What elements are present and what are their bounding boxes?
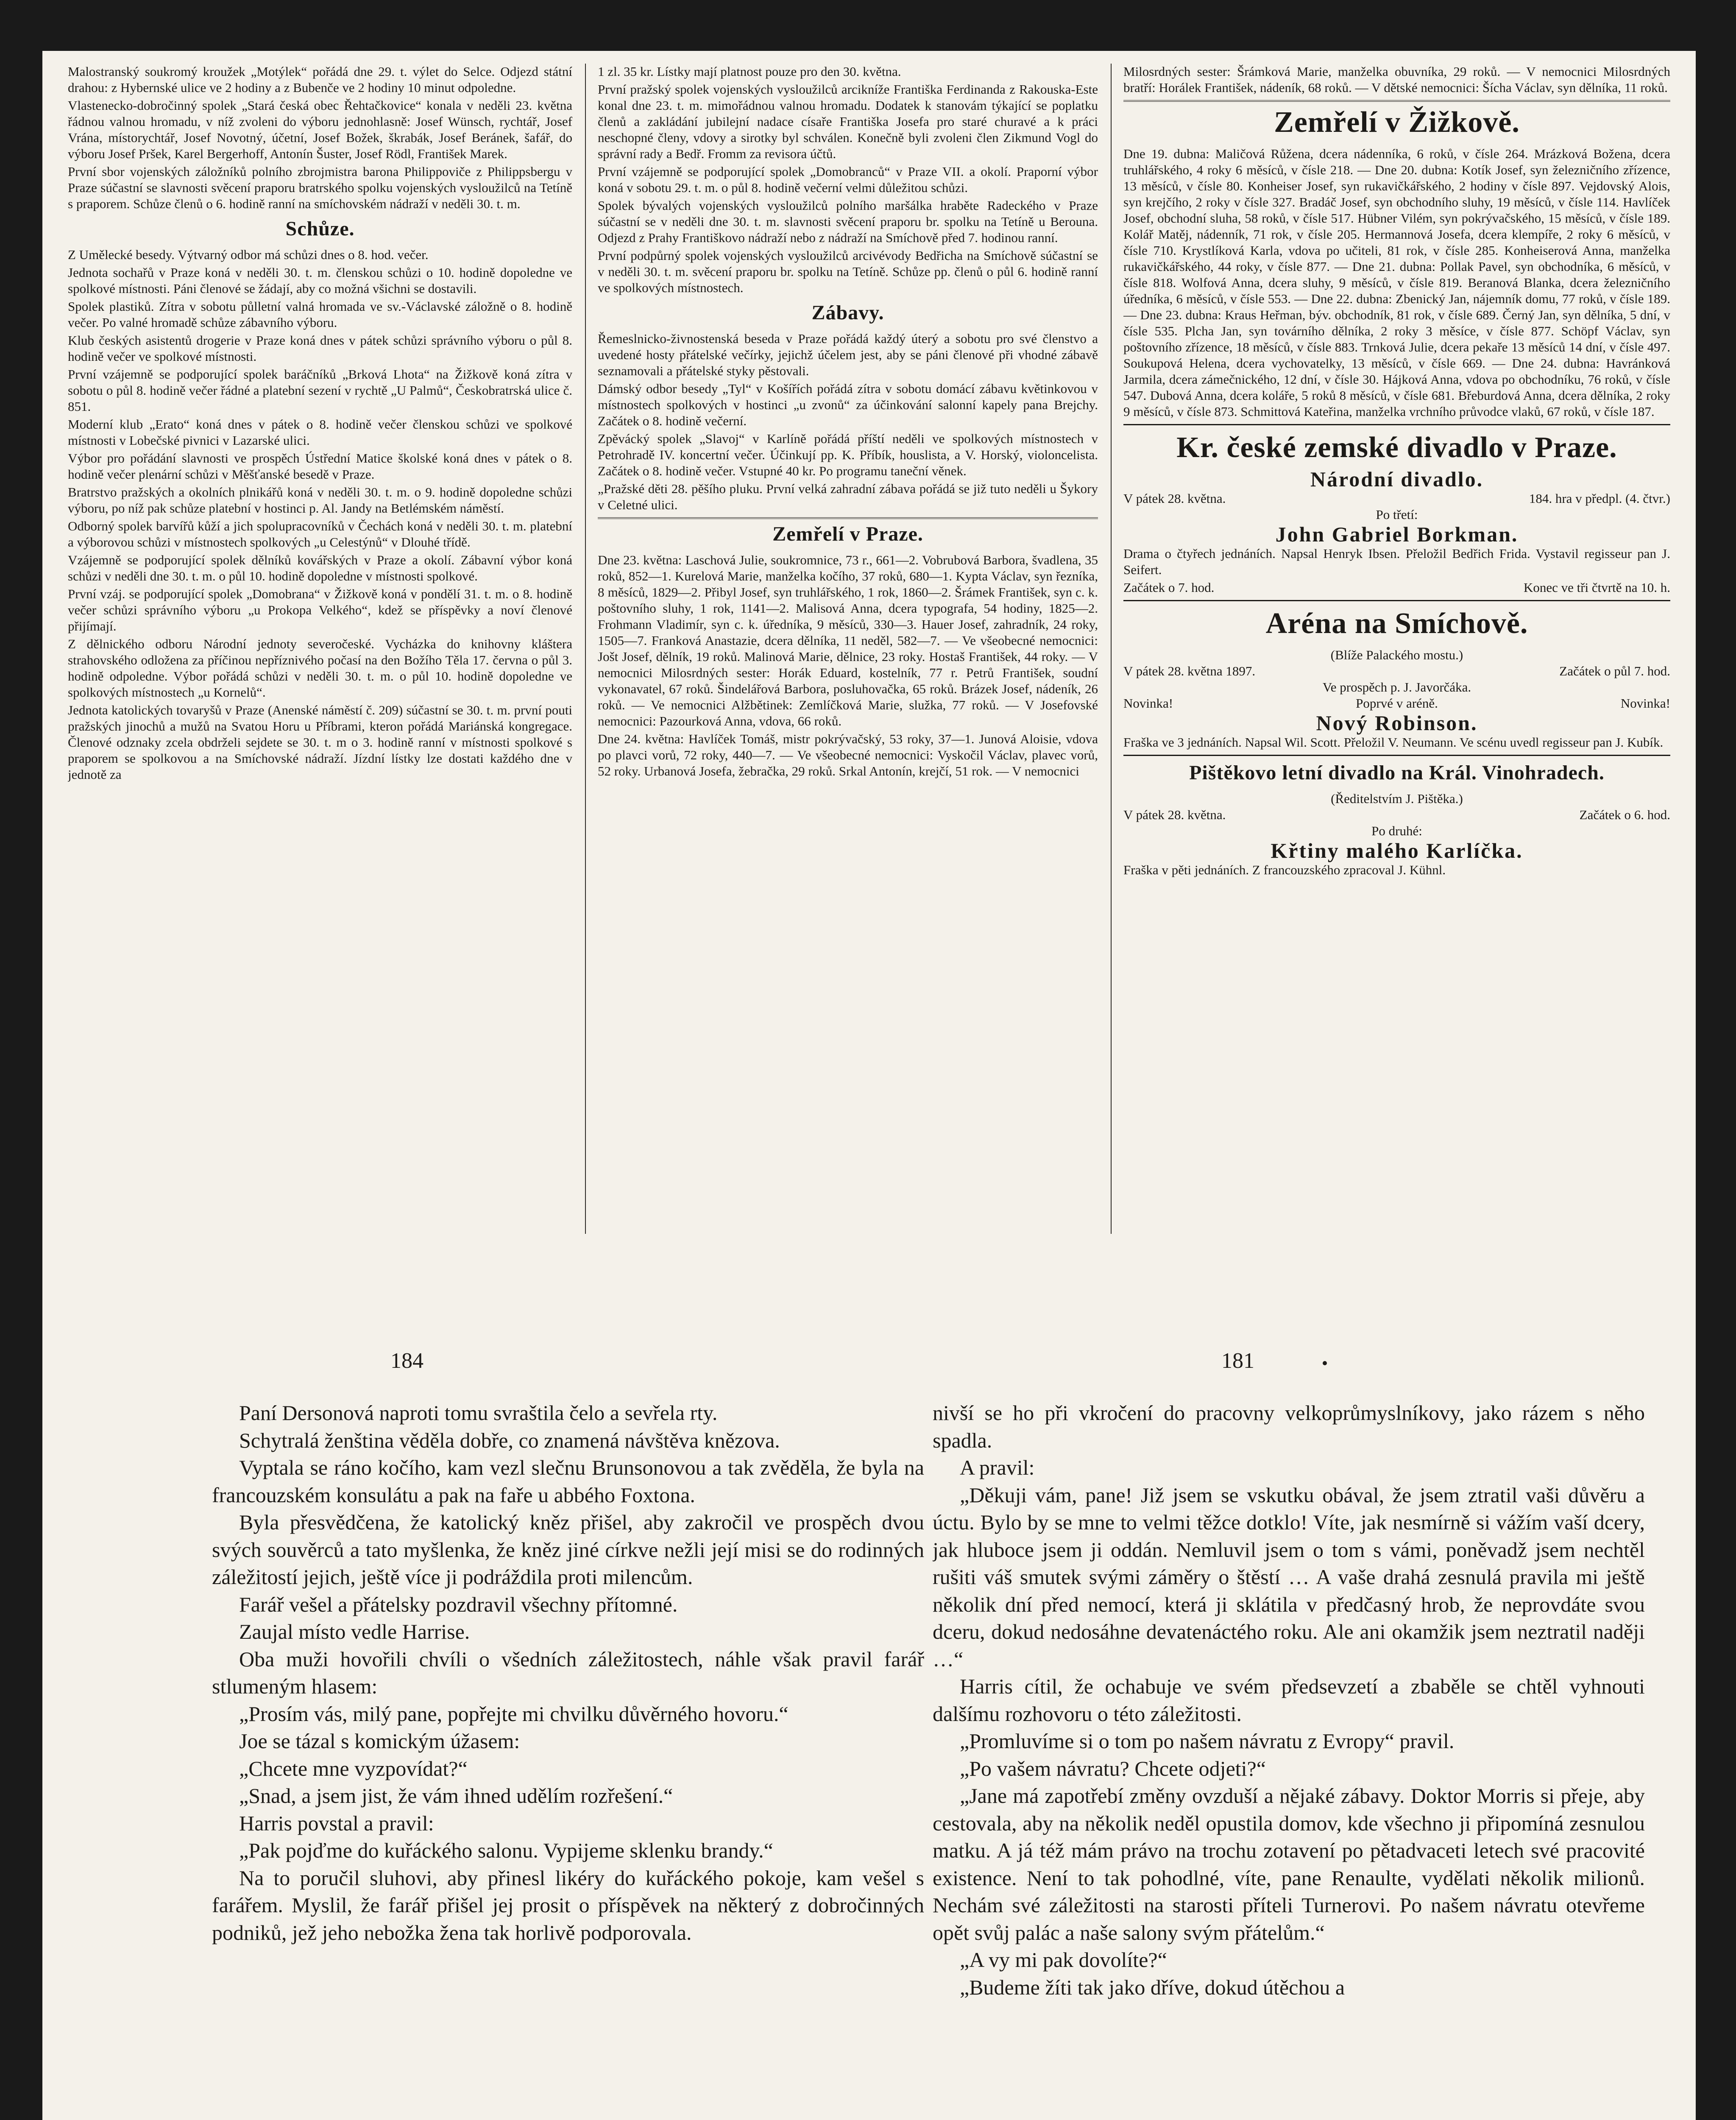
notice-erato: Moderní klub „Erato“ koná dnes v pátek o 8. hodině večer členskou schůzi ve spolkové místnosti v Lobečské pivnici v Lazarské ulici. xyxy=(68,417,572,448)
paragraph: Harris povstal a pravil: xyxy=(239,1811,434,1835)
pistek-heading: Pištěkovo letní divadlo na Král. Vinohradech. xyxy=(1189,762,1605,784)
pistek-date-row xyxy=(1123,807,1670,823)
paragraph: „Snad, a jsem jist, že vám ihned udělím rozřešení.“ xyxy=(239,1784,673,1808)
theatre-date: V pátek 28. května. xyxy=(1123,491,1226,506)
paragraph: Byla přesvědčena, že katolický kněz přišel, aby zakročil ve prospěch dvou svých souvěrců a tato myšlenka, že kněz jiné církve nežli její misi se do rodinných záležitostí jejich, ještě více ji podráždila proti milencům. xyxy=(212,1510,924,1589)
paragraph: „Děkuji vám, pane! Již jsem se vskutku obával, že jsem ztratil vaši důvěru a úctu. Bylo by se mne to velmi těžce dotklo! Víte, jak nesmírně si vážím vaší dcery, jak hluboce jsem ji oddán. Nemluvil jsem o tom s vámi, poněvadž jsem nechtěl rušiti váš smutek svými záměry o štěstí … A vaše drahá zesnulá pravila mi ještě několik dní před nemocí, která ji sklátila v předčasný hrob, že neprovdáte svou dceru, dokud nedosáhne devatenáctého roku. Ale ani okamžik jsem neztratil naději …“ xyxy=(933,1483,1645,1671)
paragraph: Joe se tázal s komickým úžasem: xyxy=(239,1729,520,1753)
newspaper-clipping xyxy=(68,64,1670,1234)
scanned-page xyxy=(42,51,1696,2120)
theatre-play-title: John Gabriel Borkman. xyxy=(1275,522,1519,546)
notice-listky: 1 zl. 35 kr. Lístky mají platnost pouze pro den 30. května. xyxy=(598,64,901,79)
section-heading-zabavy: Zábavy. xyxy=(811,301,884,324)
theatre-description: Drama o čtyřech jednáních. Napsal Henryk Ibsen. Přeložil Bedřich Frida. Vystavil regisseur pan J. Seifert. xyxy=(1123,546,1670,577)
page-number-left: 184 xyxy=(390,1349,424,1373)
theatre-heading: Kr. české zemské divadlo v Praze. xyxy=(1176,431,1617,464)
notice-bratrstvo: Bratrstvo pražských a okolních plnikářů koná v neděli 30. t. m. o 9. hodině dopoledne schůzi výboru, po níž pak schůze platební v hostinci p. Al. Jandy na Betlémském náměstí. xyxy=(68,485,572,516)
notice-tovarysu: Jednota katolických tovaryšů v Praze (Anenské náměstí č. 209) súčastní se 30. t. m. první pouti pražských jinochů a mužů na Svatou Horu u Příbrami, kteron pořádá Mariánská kongregace. Členové odznaky zcela obdrželi sejdete se 30. t. m o 3. hodině ranní v místnosti spolkové s praporem se spolkovou a na Smíchovské nádraží. Jízdní lístky lze dostati každého dne v jednotě za xyxy=(68,703,572,782)
notice-domobrancu: První vzájemně se podporující spolek „Domobranců“ v Praze VII. a okolí. Praporní výbor koná v sobotu 29. t. m. o půl 8. hodině večerní velmi důležitou schůzi. xyxy=(598,164,1098,195)
arena-description: Fraška ve 3 jednáních. Napsal Wil. Scott. Přeložil V. Neumann. Ve scénu uvedl regisseur pan J. Kubík. xyxy=(1123,735,1664,750)
notice-kovarskych: Vzájemně se podporující spolek dělníků kovářských v Praze a okolí. Zábavní výbor koná schůzi v neděli dne 30. t. m. o půl 10. hodině dopoledne v místnosti spolkové. xyxy=(68,552,572,583)
notice-motylek: Malostranský soukromý kroužek „Motýlek“ pořádá dne 29. t. výlet do Selce. Odjezd státní drahou: z Hybernské ulice ve 2 hodiny a z Bubenče ve 2 hodiny 10 minut odpoledne. xyxy=(68,64,572,95)
paragraph: nivší se ho při vkročení do pracovny velkoprůmyslníkovy, jako rázem s něho spadla. xyxy=(933,1401,1645,1452)
pistek-play-title: Křtiny malého Karlíčka. xyxy=(1271,839,1523,862)
notice-tyl: Dámský odbor besedy „Tyl“ v Košířích pořádá zítra v sobotu domácí zábavu květinkovou v místnostech spolkových v hostinci „u zvonů“ za účinkování salonní kapely pana Brejchy. Začátek o 8. hodině večerní. xyxy=(598,381,1098,428)
notice-zalozniku: První sbor vojenských záložníků polního zbrojmistra barona Philippoviče z Philippsbergu v Praze súčastní se slavnosti svěcení praporu bratrského spolku vojenských vysloužilců na Tetíně s praporem. Schůze členů o 6. hodině ranní na smíchovském nádraží v neděli 30. t. m. xyxy=(68,164,572,211)
notice-ferdinand: První pražský spolek vojenských vysloužilců arcikníže Františka Ferdinanda z Rakouska-Este konal dne 23. t. m. mimořádnou valnou hromadu. Dodatek k stanovám týkající se poplatku členů a zakládání jubilejní nadace císaře Františka Josefa pro staré churavé a k práci neschopné členy, vdovy a sirotky byl schválen. Konečně byli zvoleni člen Zikmund Vogl do správní rady a Bedř. Fromm za revisora účtů. xyxy=(598,82,1098,161)
pistek-second: Po druhé: xyxy=(1371,823,1422,838)
paragraph: Harris cítil, že ochabuje ve svém předsevzetí a zbaběle se chtěl vyhnouti dalšímu rozhovoru o této záležitosti. xyxy=(933,1674,1645,1726)
notice-barviru: Odborný spolek barvířů kůží a jich spolupracovníků v Čechách koná v neděli 30. t. m. platební a výborovou schůzi v místnostech spolkových „u Celestýnů“ v Dlouhé třídě. xyxy=(68,519,572,550)
news-column-2 xyxy=(598,64,1098,1234)
arena-first: Poprvé v aréně. xyxy=(1356,696,1438,711)
paragraph: A pravil: xyxy=(960,1456,1035,1479)
arena-novinka-right: Novinka! xyxy=(1620,696,1670,711)
theatre-start: Začátek o 7. hod. xyxy=(1123,580,1215,595)
paragraph: „Po vašem návratu? Chcete odjeti?“ xyxy=(960,1756,1266,1780)
arena-heading: Aréna na Smíchově. xyxy=(1265,607,1528,640)
section-heading-schuze: Schůze. xyxy=(285,218,355,240)
paragraph: „Prosím vás, milý pane, popřejte mi chvilku důvěrného hovoru.“ xyxy=(239,1702,789,1726)
section-heading-zemreli-zizkov: Zemřelí v Žižkově. xyxy=(1123,100,1670,141)
news-column-1 xyxy=(68,64,572,1234)
paragraph: Na to poručil sluhovi, aby přinesl likéry do kuřáckého pokoje, kam vešel s farářem. Myslil, že farář přišel jej prosit o příspěvek na některý z dobročinných podniků, jež jeho nebožka žena tak horlivě podporovala. xyxy=(212,1866,924,1944)
arena-note: (Blíže Palackého mostu.) xyxy=(1330,647,1463,662)
paragraph: „A vy mi pak dovolíte?“ xyxy=(960,1948,1167,1972)
notice-barachniku: První vzájemně se podporující spolek baráčníků „Brková Lhota“ na Žižkově koná zítra v sobotu o půl 8. hodině večer řádné a platební sezení v rychtě „U Palmů“, Českobratrská ulice č. 851. xyxy=(68,367,572,414)
notice-severoceske: Z dělnického odboru Národní jednoty severočeské. Vycházka do knihovny kláštera strahovského odložena za příčinou nepříznivého počasí na den Božího Těla 17. června o půl 3. hodině odpoledne. Výbor pořádá schůzi v neděli 30. t. m. o půl 10. hodině dopoledne ve spolkových místnostech „u Kornelů“. xyxy=(68,636,572,700)
paragraph: „Pak pojďme do kuřáckého salonu. Vypijeme sklenku brandy.“ xyxy=(239,1838,773,1862)
theatre-subheading: Národní divadlo. xyxy=(1310,467,1484,491)
notice-radecky: Spolek bývalých vojenských vysloužilců polního maršálka hraběte Radeckého v Praze súčastní se v neděli dne 30. t. m. slavnosti svěcení praporu br. spolku na Tetíně u Berouna. Odjezd z Prahy Františkovo nádraží nebo z nádraží na Smíchově před 7. hodinou ranní. xyxy=(598,198,1098,245)
arena-date: V pátek 28. května 1897. xyxy=(1123,664,1256,678)
paragraph: Paní Dersonová naproti tomu svraštila čelo a sevřela rty. xyxy=(239,1401,718,1425)
paragraph: Farář vešel a přátelsky pozdravil všechny přítomné. xyxy=(239,1592,678,1616)
notice-rehtackovice: Vlastenecko-dobročinný spolek „Stará česká obec Řehtačkovice“ konala v neděli 23. května řádnou valnou hromadu, v níž zvoleni do výboru jednohlasně: Josef Wünsch, rychtář, Josef Vrána, místorychtář, Josef Novotný, účetní, Josef Božek, škrabák, Josef Beránek, šafář, do výboru Josef Pršek, Karel Bergerhoff, Antonín Šuster, Josef Rödl, František Marek. xyxy=(68,98,572,161)
notice-spolek-plastiku: Spolek plastiků. Zítra v sobotu půlletní valná hromada ve sv.-Václavské záložně o 8. hodině večer. Po valné hromadě schůze zábavního výboru. xyxy=(68,299,572,330)
notice-matice: Výbor pro pořádání slavnosti ve prospěch Ústřední Matice školské koná dnes v pátek o 8. hodině večer plenární schůzi v Měšťanské besedě v Praze. xyxy=(68,451,572,482)
notice-slavoj: Zpěvácký spolek „Slavoj“ v Karlíně pořádá příští neděli ve spolkových místnostech v Petrohradě IV. koncertní večer. Účinkují pp. K. Příbík, houslista, a V. Horský, violoncelista. Začátek o 8. hodině večer. Vstupné 40 kr. Po programu taneční věnek. xyxy=(598,431,1098,478)
notice-bedrich: První podpůrný spolek vojenských vysloužilců arcivévody Bedřicha na Smíchově súčastní se v neděli 30. t. m. svěcení praporu br. spolku na Tetíně. Schůze pp. členů o půl 6. hodině ranní ve spolkových místnostech. xyxy=(598,248,1098,295)
paragraph: Oba muži hovořili chvíli o všedních záležitostech, náhle však pravil farář stlumeným hlasem: xyxy=(212,1647,924,1698)
notice-jednota-socharu: Jednota sochařů v Praze koná v neděli 30. t. m. členskou schůzi o 10. hodině dopoledne ve spolkové místnosti. Páni členové se žádají, aby co možná všichni se dostavili. xyxy=(68,265,572,296)
theatre-end: Konec ve tři čtvrtě na 10. h. xyxy=(1523,580,1670,595)
paragraph: Schytralá ženština věděla dobře, co znamená návštěva knězova. xyxy=(239,1428,780,1452)
deaths-continued: Milosrdných sester: Šrámková Marie, manželka obuvníka, 29 roků. — V nemocnici Milosrdných bratří: Horálek František, nádeník, 68 roků. — V dětské nemocnici: Šícha Václav, syn dělníka, 11 roků. xyxy=(1123,64,1670,95)
arena-novinka-row xyxy=(1123,695,1670,711)
arena-start: Začátek o půl 7. hod. xyxy=(1559,664,1670,678)
deaths-23-may: Dne 23. května: Laschová Julie, soukromnice, 73 r., 661—2. Vobrubová Barbora, švadlena, 35 roků, 852—1. Kurelová Marie, manželka kočího, 37 roků, 680—1. Kypta Václav, syn řezníka, 8 měsíců, 1829—2. Přibyl Josef, syn truhlářského, 1 rok, 1860—2. Šrámek František, syn c. k. poštovního sluhy, 1 rok, 1141—2. Malisová Anna, dcera typografa, 54 hodiny, 1825—2. Frohmann Vladimír, syn c. k. úředníka, 9 měsíců, 330—3. Hauer Josef, zahradník, 24 roky, 1505—7. Franková Anastazie, dcera dělníka, 11 neděl, 582—7. — Ve všeobecné nemocnici: Jošt Josef, dělník, 19 roků. Malinová Marie, dělnice, 23 roky. Hostaš František, 44 roky. — V nemocnici Milosrdných sester: Horák Eduard, kostelník, 77 r. Petrů František, soudní vykonavatel, 67 roků. Šindelářová Barbora, posluhovačka, 65 roků. Brázek Josef, nádeník, 26 roků. — Ve nemocnici Alžbětinek: Zemlíčková Marie, služka, 77 roků. — V Josefovské nemocnici: Pazourková Anna, vdova, 66 roků. xyxy=(598,552,1098,728)
theatre-third: Po třetí: xyxy=(1376,507,1418,522)
theatre-date-row xyxy=(1123,491,1670,507)
notice-beseda: Řemeslnicko-živnostenská beseda v Praze pořádá každý úterý a sobotu pro své členstvo a uvedené hosty přátelské večírky, jejichž účelem jest, aby se páni členové při vhodné zábavě seznamovali a přátelské styky pěstovali. xyxy=(598,331,1098,378)
divider xyxy=(1123,755,1670,756)
paragraph: „Jane má zapotřebí změny ovzduší a nějaké zábavy. Doktor Morris si přeje, aby cestovala, aby na několik neděl opustila domov, kde všechno ji připomíná zesnulou matku. A já též mám právo na trochu zotavení po pětadvaceti letech své pracovité existence. Není to tak pohodlné, víte, pane Renaulte, vydělati několik milionů. Nechám své záležitosti na starosti příteli Turnerovi. Po našem návratu otevřeme opět svůj palác a naše salony svým přátelům.“ xyxy=(933,1784,1645,1944)
book-page-left xyxy=(212,1399,924,2120)
column-divider xyxy=(1111,64,1112,1234)
paragraph: „Promluvíme si o tom po našem návratu z Evropy“ pravil. xyxy=(960,1729,1455,1753)
news-column-3 xyxy=(1123,64,1670,1234)
column-divider xyxy=(585,64,586,1234)
arena-date-row xyxy=(1123,663,1670,679)
pistek-note: (Ředitelstvím J. Pištěka.) xyxy=(1331,791,1463,806)
deaths-24-may: Dne 24. května: Havlíček Tomáš, mistr pokrývačský, 53 roky, 37—1. Junová Aloisie, vdova po plavci vorů, 72 roky, 440—7. — Ve všeobecné nemocnici: Vyskočil Václav, plavec vorů, 52 roky. Urbanová Josefa, žebračka, 29 roků. Srkal Antonín, krejčí, 51 rok. — V nemocnici xyxy=(598,731,1098,778)
page-number-right: 181 xyxy=(1221,1349,1254,1373)
paragraph: „Budeme žíti tak jako dříve, dokud útěchou a xyxy=(960,1975,1345,1999)
pistek-description: Fraška v pěti jednáních. Z francouzského zpracoval J. Kühnl. xyxy=(1123,862,1446,877)
paragraph: Vyptala se ráno kočího, kam vezl slečnu Brunsonovou a tak zvěděla, že byla na francouzském konsulátu a pak na faře u abbého Foxtona. xyxy=(212,1456,924,1507)
theatre-times xyxy=(1123,580,1670,596)
arena-novinka-left: Novinka! xyxy=(1123,696,1173,711)
notice-domobrana: První vzáj. se podporující spolek „Domobrana“ v Žižkově koná v pondělí 31. t. m. o 8. hodině večer schůzi správního výboru „u Prokopa Velkého“, kdež se příspěvky a noví členové přijímají. xyxy=(68,586,572,633)
arena-play-title: Nový Robinson. xyxy=(1316,711,1478,735)
divider xyxy=(1123,424,1670,425)
notice-pesiho-pluku: „Pražské děti 28. pěšího pluku. První velká zahradní zábava pořádá se již tuto neděli u Šykory v Celetné ulici. xyxy=(598,481,1098,512)
ink-dot xyxy=(1323,1361,1327,1365)
divider xyxy=(1123,600,1670,601)
notice-klub-asistentu: Klub českých asistentů drogerie v Praze koná dnes v pátek schůzi správního výboru o půl 8. hodině večer ve spolkové místnosti. xyxy=(68,333,572,364)
book-page-right xyxy=(933,1399,1645,2120)
pistek-start: Začátek o 6. hod. xyxy=(1579,807,1670,822)
pistek-date: V pátek 28. května. xyxy=(1123,807,1226,822)
paragraph: Zaujal místo vedle Harrise. xyxy=(239,1620,470,1643)
paragraph: „Chcete mne vyzpovídat?“ xyxy=(239,1756,468,1780)
deaths-zizkov: Dne 19. dubna: Maličová Růžena, dcera nádenníka, 6 roků, v čísle 264. Mrázková Božena, dcera truhlářského, 4 roky 6 měsíců, v čísle 218. — Dne 20. dubna: Kotík Josef, syn železničního zřízence, 13 měsíců, v čísle 80. Konheiser Josef, syn rukavičkářského, 2 hodiny v čísle 897. Vejdovský Alois, syn krejčího, 2 roky v čísle 327. Bradáč Josef, syn obchodního sluhy, 19 měsíců, v čísle 114. Havlíček Josef, obchodní sluha, 58 roků, v čísle 517. Hübner Vilém, syn pokrývačského, 15 měsíců, v čísle 189. Kolář Matěj, nádenník, 71 rok, v čísle 205. Hermannová Josefa, dcera klempíře, 2 roky 6 měsíců, v čísle 710. Krystlíková Karla, vdova po učiteli, 81 rok, v čísle 285. Konheiserová Anna, manželka rukavičkářského, 44 roky, v čísle 877. — Dne 21. dubna: Pollak Pavel, syn obchodníka, 6 měsíců, v čísle 818. Wolfová Anna, dcera sluhy, 9 měsíců, v čísle 819. Beranová Blanka, dcera železničního úředníka, 6 měsíců, v čísle 553. — Dne 22. dubna: Zbenický Jan, nájemník domu, 77 roků, v čísle 189. — Dne 23. dubna: Kraus Heřman, býv. obchodník, 81 rok, v čísle 689. Černý Jan, syn dělníka, 5 dní, v čísle 535. Plcha Jan, syn továrního dělníka, 2 roky 3 měsíce, v čísle 877. Schöpf Václav, syn poštovního zřízence, 18 měsíců, v čísle 883. Trnková Julie, dcera pekaře 13 měsíců 14 dní, v čísle 497. Soukupová Helena, dcera vychovatelky, 13 měsíců, v čísle 669. — Dne 24. dubna: Havránková Jarmila, dcera zámečnického, 12 dní, v čísle 30. Hájková Anna, vdova po obchodníku, 76 roků, v čísle 547. Dubová Anna, dcera koláře, 5 roků 8 měsíců, v čísle 681. Břeburdová Anna, dcera dělníka, 2 roky 9 měsíců, v čísle 873. Schmittová Kateřina, manželka vrchního průvodce vlaků, 67 roků, v čísle 187. xyxy=(1123,146,1670,419)
notice-umelecka-beseda: Z Umělecké besedy. Výtvarný odbor má schůzi dnes o 8. hod. večer. xyxy=(68,247,429,262)
section-heading-zemreli-praha: Zemřelí v Praze. xyxy=(598,517,1098,547)
theatre-perf-note: 184. hra v předpl. (4. čtvr.) xyxy=(1529,491,1670,506)
arena-benefit: Ve prospěch p. J. Javorčáka. xyxy=(1322,680,1471,695)
